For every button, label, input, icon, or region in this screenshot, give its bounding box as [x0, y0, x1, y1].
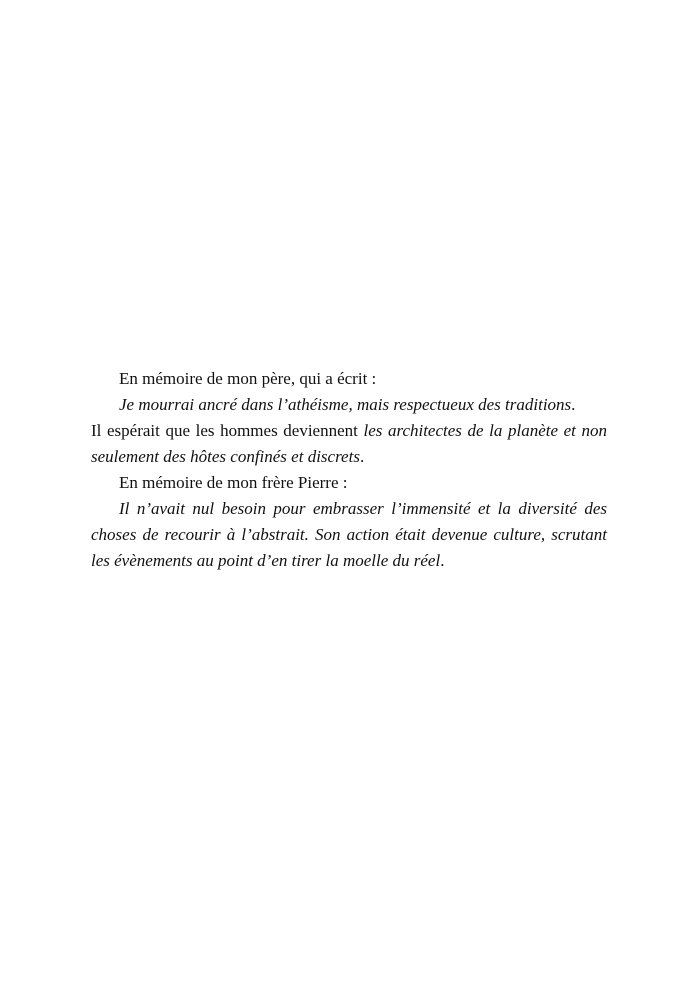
- father-hope-italic: les architectes de la planète et non seulement des hôtes confinés et discrets: [91, 421, 607, 466]
- father-quote: [91, 392, 607, 418]
- brother-quote-period: .: [440, 551, 445, 570]
- dedication-block: [91, 366, 607, 574]
- father-hope-prefix: Il espérait que les hommes deviennent: [91, 421, 364, 440]
- brother-quote: [91, 496, 607, 574]
- brother-intro: En mémoire de mon frère Pierre :: [119, 473, 348, 492]
- father-quote-period: .: [571, 395, 576, 414]
- father-intro: En mémoire de mon père, qui a écrit :: [119, 369, 377, 388]
- father-quote-text: Je mourrai ancré dans l’athéisme, mais respectueux des traditions: [119, 395, 572, 414]
- father-hope: [91, 418, 607, 470]
- brother-quote-text: Il n’avait nul besoin pour embrasser l’immensité et la diversité des choses de recourir à l’abstrait. Son action était devenue culture, scrutant les évènements au point d’en tirer la moelle du réel: [91, 499, 607, 570]
- father-hope-period: .: [359, 447, 365, 466]
